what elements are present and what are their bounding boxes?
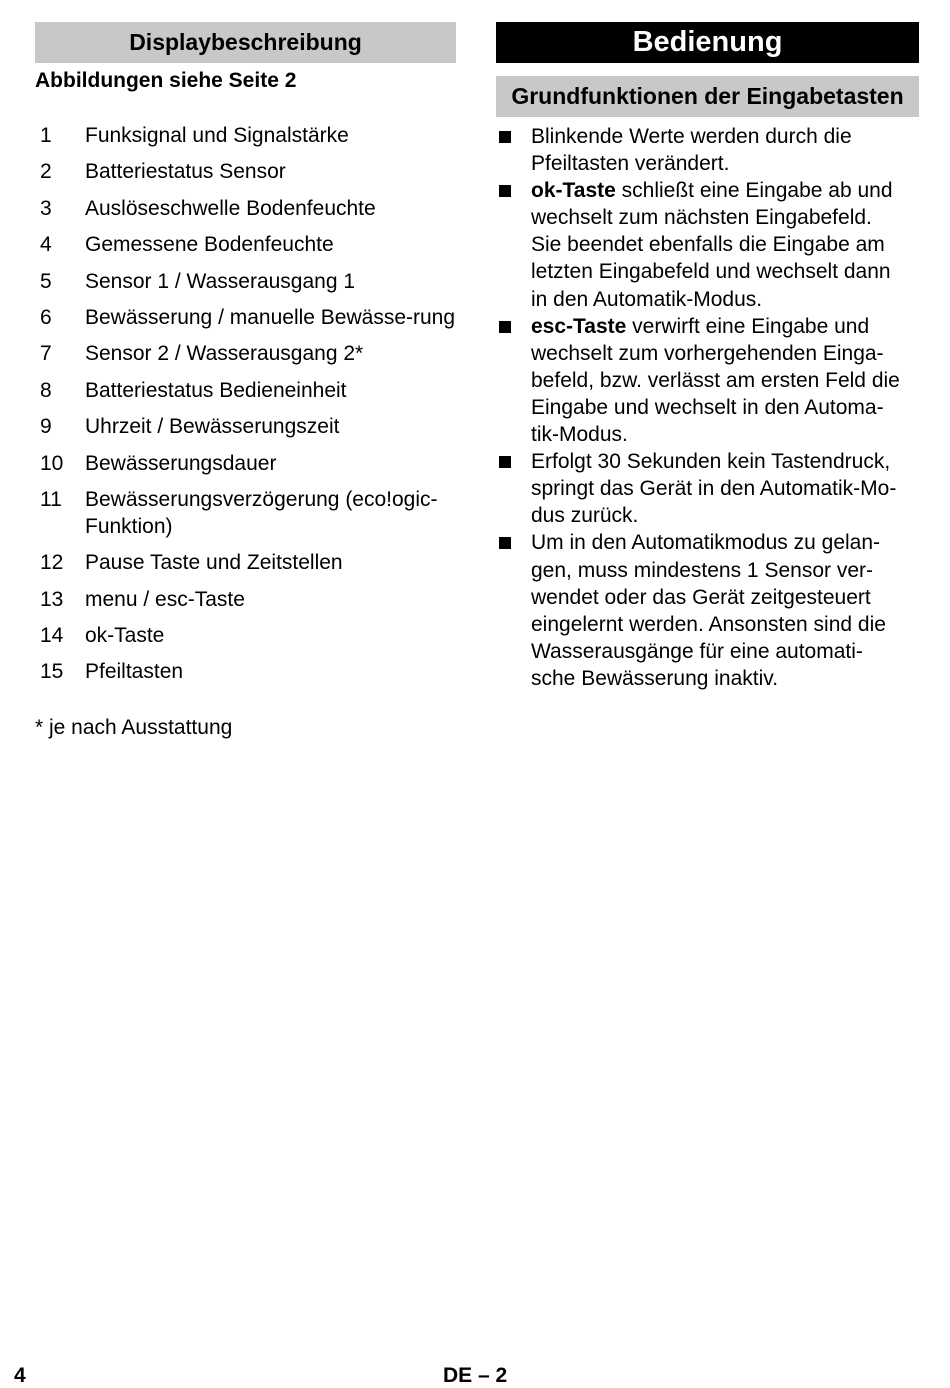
list-item: 5 Sensor 1 / Wasserausgang 1	[40, 269, 356, 293]
bullet-item: Erfolgt 30 Sekunden kein Tastendruck, springt das Gerät in den Automatik-Mo- dus zurück.	[496, 448, 919, 529]
bullet-item: ok-Taste schließt eine Eingabe ab und wechselt zum nächsten Eingabefeld. Sie beendet ebenfalls die Eingabe am letzten Eingabefeld und wechselt dann in den Automatik-Modus.	[496, 177, 919, 312]
list-item: 1 Funksignal und Signalstärke	[40, 124, 349, 147]
list-item: 10 Bewässerungsdauer	[40, 451, 277, 475]
square-bullet-icon	[496, 313, 531, 448]
list-item: 6 Bewässerung / manuelle Bewässe-rung	[40, 305, 456, 329]
display-legend-list	[35, 122, 465, 695]
footnote: * je nach Ausstattung	[35, 716, 233, 739]
section-heading-display: Displaybeschreibung	[35, 22, 456, 63]
page-number: 4	[14, 1364, 26, 1387]
square-bullet-icon	[496, 123, 531, 177]
page-label: DE – 2	[443, 1364, 508, 1387]
key-functions-list	[496, 123, 919, 692]
section-heading-operation: Bedienung	[496, 22, 919, 63]
square-bullet-icon	[496, 529, 531, 692]
list-item: 14 ok-Taste	[40, 624, 165, 648]
bullet-item: Um in den Automatikmodus zu gelan- gen, muss mindestens 1 Sensor ver- wendet oder das Gerät zeitgesteuert eingelernt werden. Ansonsten sind die Wasserausgänge für eine automati- sche Bewässerung inaktiv.	[496, 529, 919, 692]
bullet-item: esc-Taste verwirft eine Eingabe und wechselt zum vorhergehenden Einga- befeld, bzw. verlässt am ersten Feld die Eingabe und wechselt in den Automa- tik-Modus.	[496, 313, 919, 448]
list-item: 7 Sensor 2 / Wasserausgang 2*	[40, 342, 364, 366]
square-bullet-icon	[496, 448, 531, 529]
list-item: 8 Batteriestatus Bedieneinheit	[40, 378, 347, 402]
list-item: 15 Pfeiltasten	[40, 660, 184, 684]
figure-reference: Abbildungen siehe Seite 2	[35, 69, 297, 92]
list-item: 3 Auslöseschwelle Bodenfeuchte	[40, 196, 376, 220]
list-item: 2 Batteriestatus Sensor	[40, 160, 286, 184]
list-item: 13 menu / esc-Taste	[40, 587, 245, 611]
square-bullet-icon	[496, 177, 531, 312]
list-item: 11 Bewässerungsverzögerung (eco!ogic-Funktion)	[40, 487, 438, 538]
subsection-heading: Grundfunktionen der Eingabetasten	[496, 76, 919, 117]
list-item: 4 Gemessene Bodenfeuchte	[40, 233, 334, 257]
list-item: 12 Pause Taste und Zeitstellen	[40, 551, 343, 575]
list-item: 9 Uhrzeit / Bewässerungszeit	[40, 415, 340, 439]
bullet-item: Blinkende Werte werden durch die Pfeiltasten verändert.	[496, 123, 919, 177]
